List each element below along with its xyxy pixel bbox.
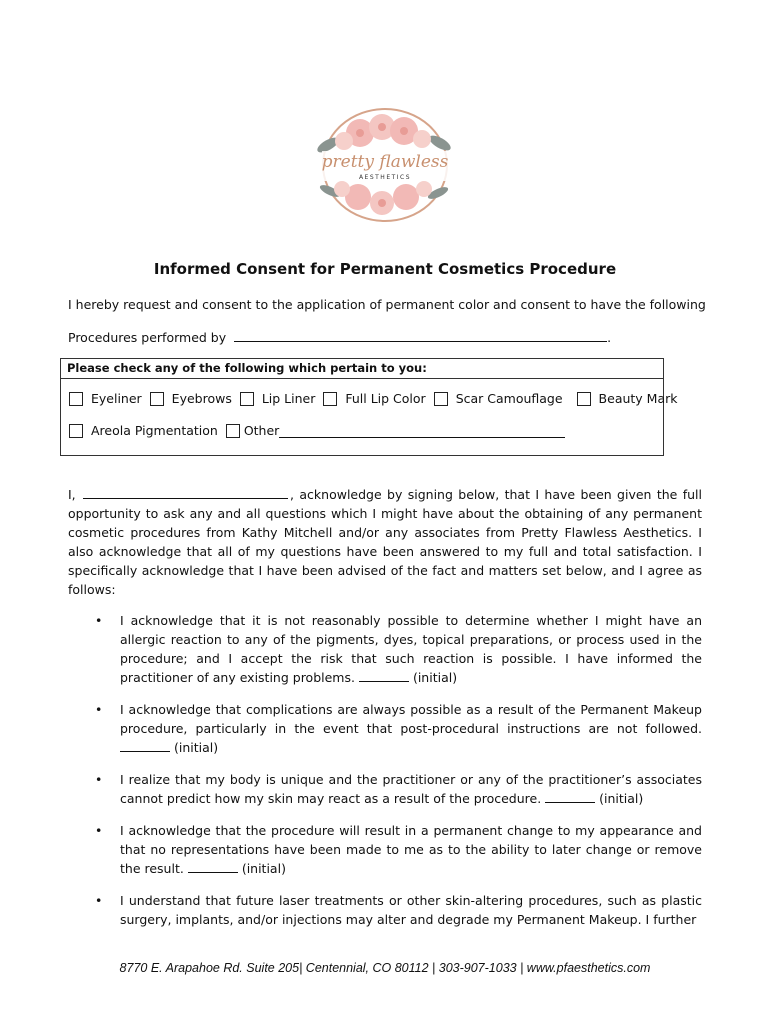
initial-label: (initial) — [174, 740, 219, 755]
bullet-text: I realize that my body is unique and the practitioner or any of the practitioner’s associates cannot predict how my skin may react as a result of the procedure. — [120, 772, 702, 806]
option-scar-camouflage[interactable] — [434, 391, 563, 406]
bullet-dot: • — [95, 702, 103, 717]
initial-blank-field[interactable] — [188, 860, 238, 873]
ack-prefix: I, — [68, 487, 76, 502]
other-blank-field[interactable] — [279, 424, 565, 438]
bullet-dot: • — [95, 613, 103, 628]
intro-text: I hereby request and consent to the application of permanent color and consent to have the following — [68, 297, 706, 312]
option-eyeliner[interactable] — [69, 391, 142, 406]
checkbox[interactable] — [69, 424, 83, 438]
acknowledgement-paragraph — [68, 485, 702, 599]
initial-blank-field[interactable] — [359, 669, 409, 682]
option-label: Scar Camouflage — [455, 391, 563, 406]
list-item — [68, 821, 702, 878]
option-label: Areola Pigmentation — [91, 423, 218, 438]
bullet-dot: • — [95, 823, 103, 838]
procedures-performed-line — [68, 329, 708, 346]
list-item — [68, 700, 702, 757]
procedures-period: . — [607, 330, 612, 345]
option-label: Eyebrows — [171, 391, 232, 406]
checklist-divider — [61, 378, 663, 379]
bullet-text: I acknowledge that complications are always possible as a result of the Permanent Makeup procedure, particularly in the event that post-procedural instructions are not followed. — [120, 702, 702, 736]
bullet-dot: • — [95, 772, 103, 787]
option-other[interactable] — [226, 423, 566, 438]
initial-blank-field[interactable] — [545, 790, 595, 803]
name-blank-field[interactable] — [83, 486, 288, 499]
initial-label: (initial) — [412, 670, 458, 685]
checkbox[interactable] — [226, 424, 240, 438]
ack-text: , acknowledge by signing below, that I have been given the full opportunity to ask any and all questions which I might have about the obtaining of any permanent cosmetic procedures from Kathy Mitchell and/or any associates from Pretty Flawless Aesthetics. I also acknowledge that all of my questions have been answered to my full and total satisfaction. I specifically acknowledge that I have been advised of the fact and matters set below, and I agree as follows: — [68, 487, 702, 597]
pretty-flawless-logo — [300, 105, 470, 225]
checkbox[interactable] — [577, 392, 591, 406]
logo-graphic — [300, 105, 470, 225]
option-eyebrows[interactable] — [150, 391, 232, 406]
checkbox[interactable] — [323, 392, 337, 406]
procedures-label: Procedures performed by — [68, 330, 227, 345]
option-label: Other — [243, 423, 280, 438]
bullet-text: I understand that future laser treatments or other skin-altering procedures, such as plastic surgery, implants, and/or injections may alter and degrade my Permanent Makeup. I further — [120, 893, 702, 927]
checkbox[interactable] — [240, 392, 254, 406]
list-item — [68, 611, 702, 687]
checkbox[interactable] — [69, 392, 83, 406]
checklist-row-2 — [69, 423, 569, 441]
page-title: Informed Consent for Permanent Cosmetics Procedure — [153, 260, 617, 278]
checkbox[interactable] — [150, 392, 164, 406]
list-item — [68, 891, 702, 929]
logo-sub-text: AESTHETICS — [358, 174, 412, 181]
option-label: Beauty Mark — [598, 391, 678, 406]
initial-label: (initial) — [241, 861, 286, 876]
checklist-heading: Please check any of the following which pertain to you: — [67, 361, 427, 375]
procedures-blank-field[interactable] — [234, 329, 607, 342]
option-label: Eyeliner — [91, 391, 142, 406]
initial-blank-field[interactable] — [120, 739, 170, 752]
checkbox[interactable] — [434, 392, 448, 406]
option-beauty-mark[interactable] — [577, 391, 678, 406]
option-label: Full Lip Color — [345, 391, 426, 406]
acknowledgement-list — [68, 611, 702, 942]
checklist-panel — [60, 358, 678, 456]
option-areola-pigmentation[interactable] — [69, 423, 218, 438]
checklist-row-1 — [69, 391, 682, 409]
footer-address: 8770 E. Arapahoe Rd. Suite 205| Centennial, CO 80112 | 303-907-1033 | www.pfaesthetics.com — [119, 961, 651, 975]
bullet-dot: • — [95, 893, 103, 908]
bullet-text: I acknowledge that the procedure will result in a permanent change to my appearance and that no representations have been made to me as to the ability to later change or remove the result. — [120, 823, 702, 876]
option-lip-liner[interactable] — [240, 391, 316, 406]
list-item — [68, 770, 702, 808]
option-label: Lip Liner — [261, 391, 316, 406]
initial-label: (initial) — [599, 791, 644, 806]
bullet-text: I acknowledge that it is not reasonably possible to determine whether I might have an allergic reaction to any of the pigments, dyes, topical preparations, or process used in the procedure; and I accept the risk that such reaction is possible. I have informed the practitioner of any existing problems. — [120, 613, 702, 685]
option-full-lip-color[interactable] — [323, 391, 425, 406]
logo-script-text: pretty flawless — [321, 152, 449, 172]
